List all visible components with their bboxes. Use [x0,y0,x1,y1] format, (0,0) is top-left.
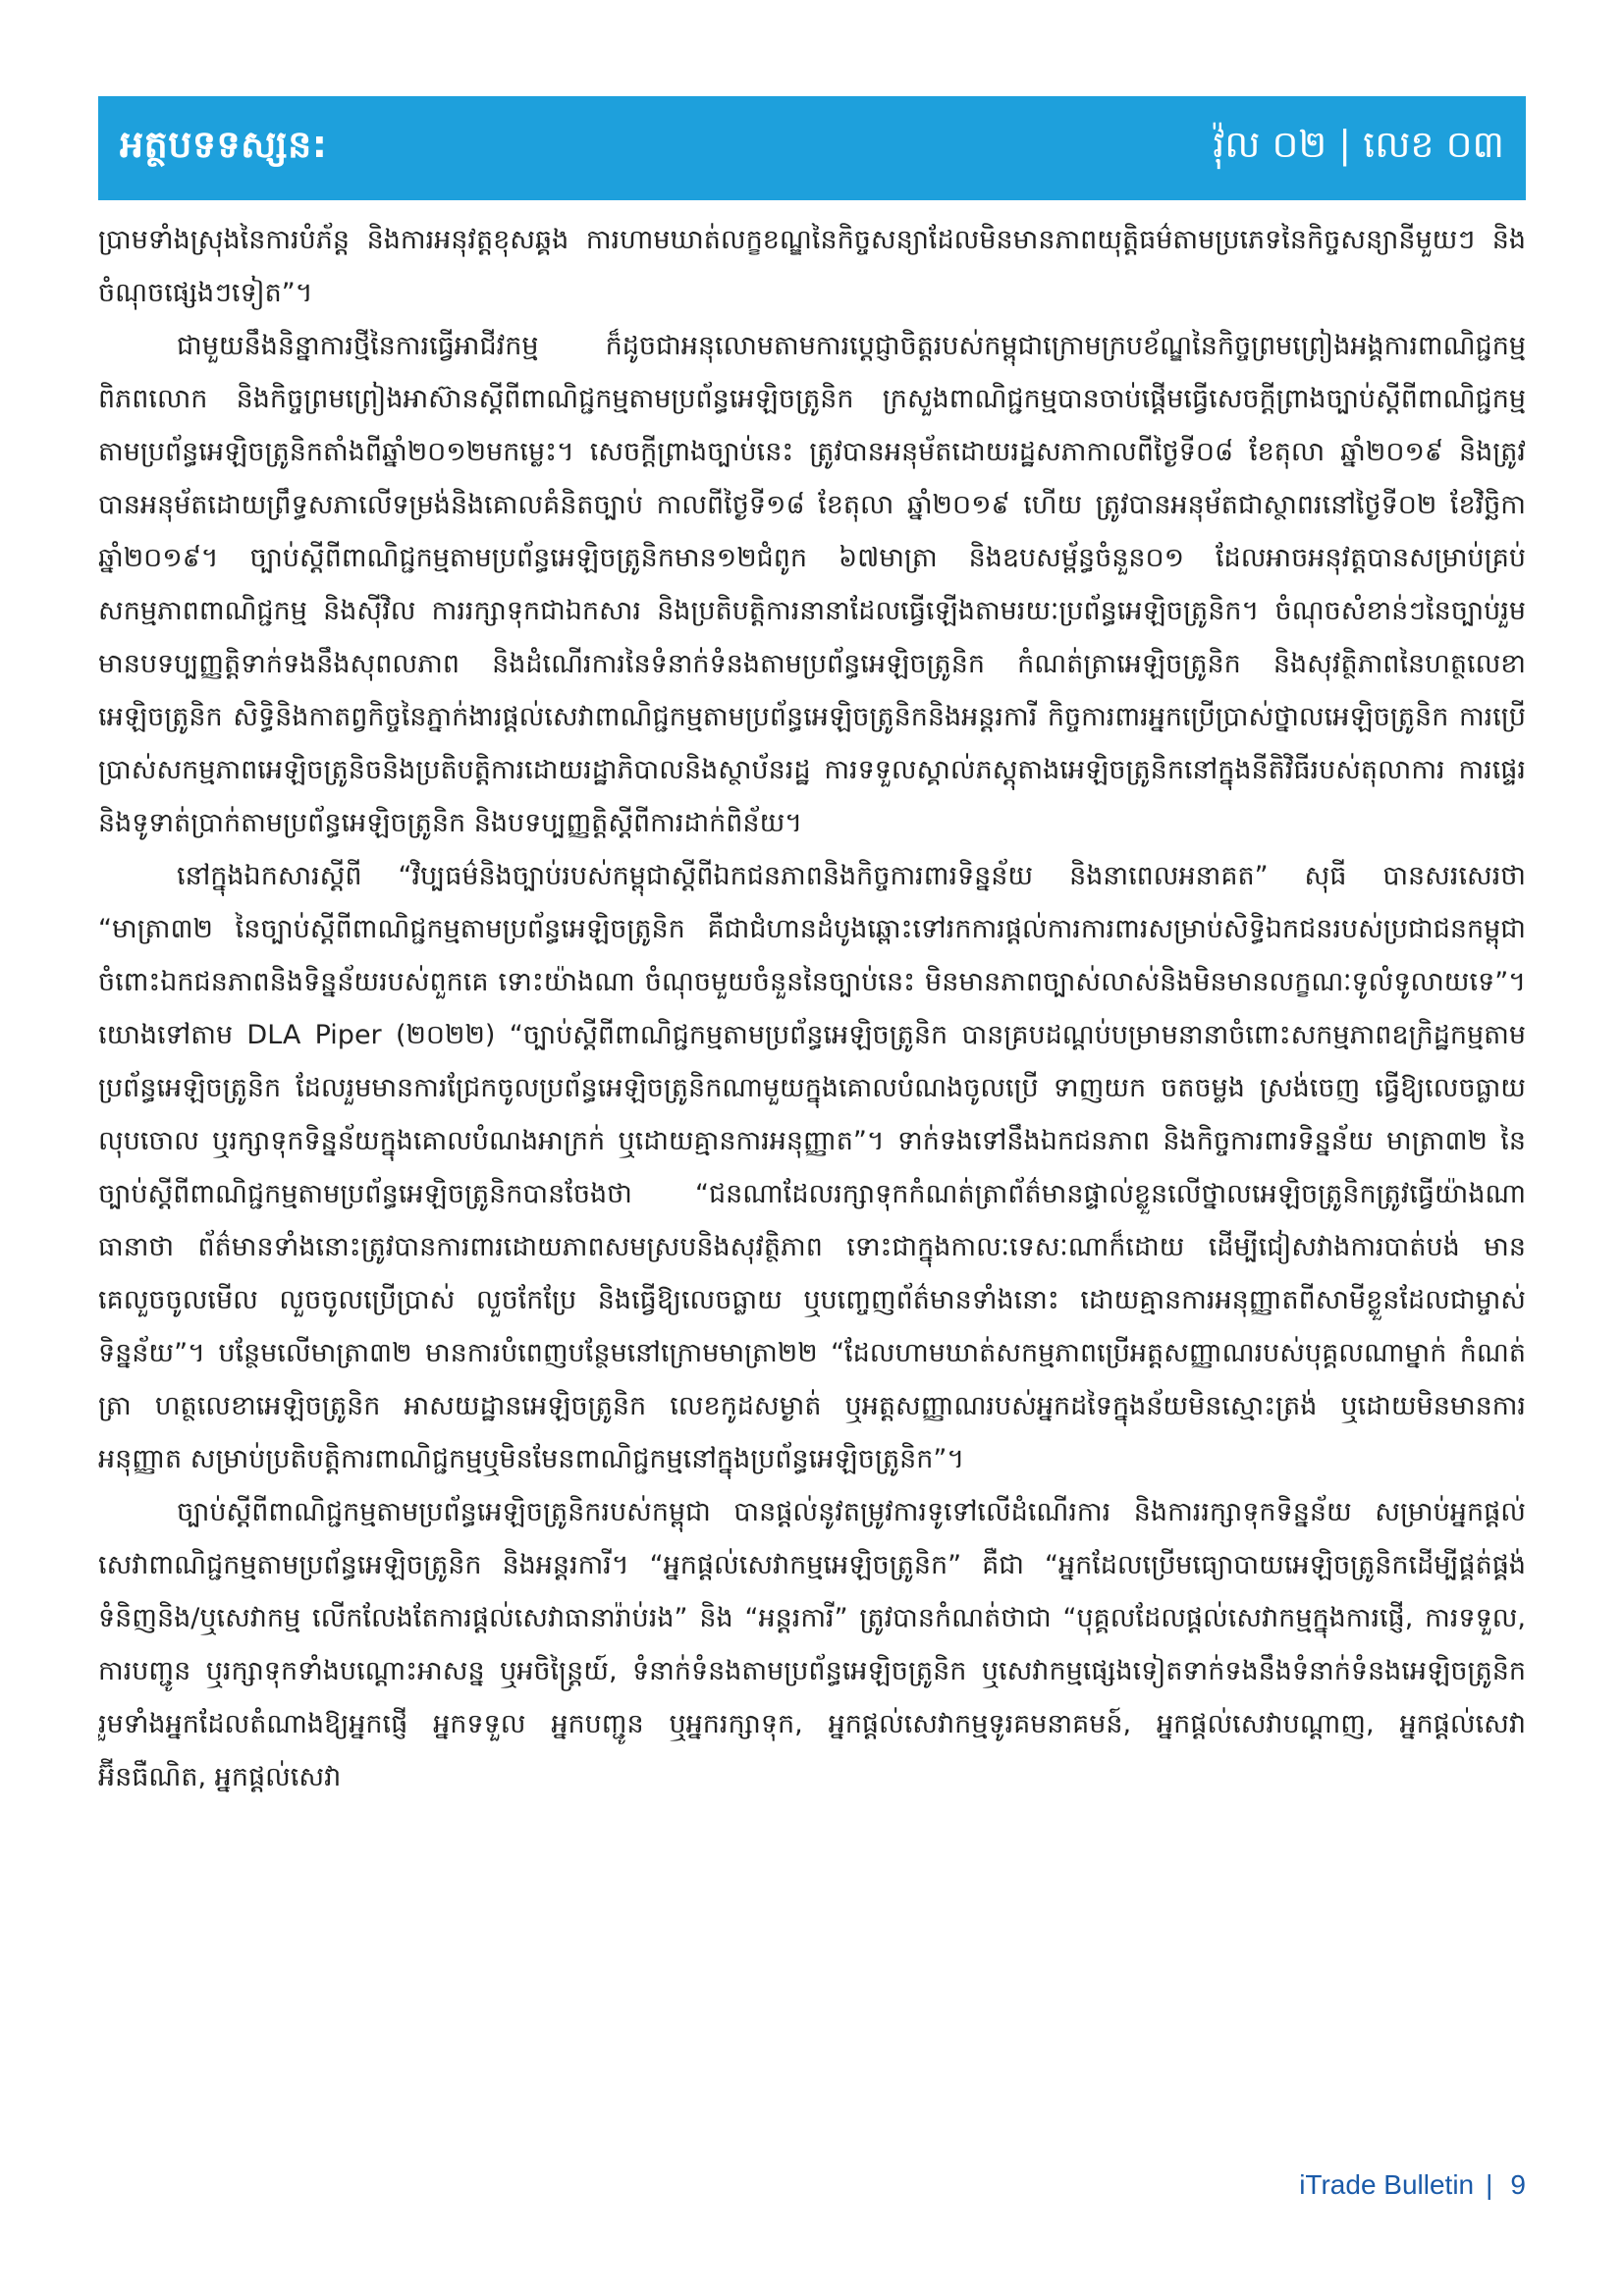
page-footer [1299,2165,1526,2205]
paragraph: ជាមួយនឹងនិន្នាការថ្មីនៃការធ្វើអាជីវកម្ម ក៏ដូចជាអនុលោមតាមការប្តេជ្ញាចិត្តរបស់កម្ពុជាក្រោមក្របខ័ណ្ឌនៃកិច្ចព្រមព្រៀងអង្គការពាណិជ្ជកម្មពិភពលោក និងកិច្ចព្រមព្រៀងអាស៊ានស្តីពីពាណិជ្ជកម្មតាមប្រព័ន្ធអេឡិចត្រូនិក ក្រសួងពាណិជ្ជកម្មបានចាប់ផ្តើមធ្វើសេចក្តីព្រាងច្បាប់ស្តីពីពាណិជ្ជកម្មតាមប្រព័ន្ធអេឡិចត្រូនិកតាំងពីឆ្នាំ២០១២មកម្លេះ។ សេចក្តីព្រាងច្បាប់នេះ ត្រូវបានអនុម័តដោយរដ្ឋសភាកាលពីថ្ងៃទី០៨ ខែតុលា ឆ្នាំ២០១៩ និងត្រូវបានអនុម័តដោយព្រឹទ្ធសភាលើទម្រង់និងគោលគំនិតច្បាប់ កាលពីថ្ងៃទី១៨ ខែតុលា ឆ្នាំ២០១៩ ហើយ ត្រូវបានអនុម័តជាស្ថាពរនៅថ្ងៃទី០២ ខែវិច្ឆិកា ឆ្នាំ២០១៩។ ច្បាប់ស្តីពីពាណិជ្ជកម្មតាមប្រព័ន្ធអេឡិចត្រូនិកមាន១២ជំពូក ៦៧មាត្រា និងឧបសម្ព័ន្ធចំនួន០១ ដែលអាចអនុវត្តបានសម្រាប់គ្រប់សកម្មភាពពាណិជ្ជកម្ម និងស៊ីវិល ការរក្សាទុកជាឯកសារ និងប្រតិបត្តិការនានាដែលធ្វើឡើងតាមរយៈប្រព័ន្ធអេឡិចត្រូនិក។ ចំណុចសំខាន់ៗនៃច្បាប់រួមមានបទប្បញ្ញត្តិទាក់ទងនឹងសុពលភាព និងដំណើរការនៃទំនាក់ទំនងតាមប្រព័ន្ធអេឡិចត្រូនិក កំណត់ត្រាអេឡិចត្រូនិក និងសុវត្ថិភាពនៃហត្ថលេខាអេឡិចត្រូនិក សិទ្ធិនិងកាតព្វកិច្ចនៃភ្នាក់ងារផ្តល់សេវាពាណិជ្ជកម្មតាមប្រព័ន្ធអេឡិចត្រូនិកនិងអន្តរការី កិច្ចការពារអ្នកប្រើប្រាស់ថ្នាលអេឡិចត្រូនិក ការប្រើប្រាស់សកម្មភាពអេឡិចត្រូនិចនិងប្រតិបត្តិការដោយរដ្ឋាភិបាលនិងស្ថាប័នរដ្ឋ ការទទួលស្គាល់ភស្តុតាងអេឡិចត្រូនិកនៅក្នុងនីតិវិធីរបស់តុលាការ ការផ្ទេរនិងទូទាត់ប្រាក់តាមប្រព័ន្ធអេឡិចត្រូនិក និងបទប្បញ្ញត្តិស្តីពីការដាក់ពិន័យ។ [98,331,1526,838]
page-number: 9 [1510,2169,1526,2200]
footer-separator: | [1486,2169,1493,2200]
issue-label: វ៉ុល ០២ | លេខ ០៣ [1213,123,1504,166]
paragraph: នៅក្នុងឯកសារស្តីពី “វិប្បធម៌និងច្បាប់របស់កម្ពុជាស្តីពីឯកជនភាពនិងកិច្ចការពារទិន្នន័យ និងនាពេលអនាគត” សុធី បានសរសេរថា “មាត្រា៣២ នៃច្បាប់ស្តីពីពាណិជ្ជកម្មតាមប្រព័ន្ធអេឡិចត្រូនិក គឺជាជំហានដំបូងឆ្ពោះទៅរកការផ្តល់ការការពារសម្រាប់សិទ្ធិឯកជនរបស់ប្រជាជនកម្ពុជាចំពោះឯកជនភាពនិងទិន្នន័យរបស់ពួកគេ ទោះយ៉ាងណា ចំណុចមួយចំនួននៃច្បាប់នេះ មិនមានភាពច្បាស់លាស់និងមិនមានលក្ខណៈទូលំទូលាយទេ”។ យោងទៅតាម DLA Piper (២០២២) “ច្បាប់ស្តីពីពាណិជ្ជកម្មតាមប្រព័ន្ធអេឡិចត្រូនិក បានគ្របដណ្តប់បម្រាមនានាចំពោះសកម្មភាពឧក្រិដ្ឋកម្មតាមប្រព័ន្ធអេឡិចត្រូនិក ដែលរួមមានការជ្រែកចូលប្រព័ន្ធអេឡិចត្រូនិកណាមួយក្នុងគោលបំណងចូលប្រើ ទាញយក ចតចម្លង ស្រង់ចេញ ធ្វើឱ្យលេចធ្លាយ លុបចោល ឬរក្សាទុកទិន្នន័យក្នុងគោលបំណងអាក្រក់ ឬដោយគ្មានការអនុញ្ញាត”។ ទាក់ទងទៅនឹងឯកជនភាព និងកិច្ចការពារទិន្នន័យ មាត្រា៣២ នៃច្បាប់ស្តីពីពាណិជ្ជកម្មតាមប្រព័ន្ធអេឡិចត្រូនិកបានចែងថា “ជនណាដែលរក្សាទុកកំណត់ត្រាព័ត៌មានផ្ទាល់ខ្លួនលើថ្នាលអេឡិចត្រូនិកត្រូវធ្វើយ៉ាងណាធានាថា ព័ត៌មានទាំងនោះត្រូវបានការពារដោយភាពសមស្របនិងសុវត្ថិភាព ទោះជាក្នុងកាលៈទេសៈណាក៏ដោយ ដើម្បីជៀសវាងការបាត់បង់ មានគេលួចចូលមើល លួចចូលប្រើប្រាស់ លួចកែប្រែ និងធ្វើឱ្យលេចធ្លាយ ឬបញ្ចេញព័ត៌មានទាំងនោះ ដោយគ្មានការអនុញ្ញាតពីសាមីខ្លួនដែលជាម្ចាស់ទិន្នន័យ”។ បន្ថែមលើមាត្រា៣២ មានការបំពេញបន្ថែមនៅក្រោមមាត្រា២២ “ដែលហាមឃាត់សកម្មភាពប្រើអត្តសញ្ញាណរបស់បុគ្គលណាម្នាក់ កំណត់ត្រា ហត្ថលេខាអេឡិចត្រូនិក អាសយដ្ឋានអេឡិចត្រូនិក លេខកូដសម្ងាត់ ឬអត្តសញ្ញាណរបស់អ្នកដទៃក្នុងន័យមិនស្មោះត្រង់ ឬដោយមិនមានការអនុញ្ញាត សម្រាប់ប្រតិបត្តិការពាណិជ្ជកម្មឬមិនមែនពាណិជ្ជកម្មនៅក្នុងប្រព័ន្ធអេឡិចត្រូនិក”។ [98,861,1526,1474]
section-title: អត្ថបទទស្សន: [120,123,328,166]
section-header-bar [98,96,1526,200]
paragraph-continuation: ប្រាមទាំងស្រុងនៃការបំភ័ន្ត និងការអនុវត្តខុសឆ្គង ការហាមឃាត់លក្ខខណ្ឌនៃកិច្ចសន្យាដែលមិនមានភាពយុត្តិធម៌តាមប្រភេទនៃកិច្ចសន្យានីមួយៗ និងចំណុចផ្សេងៗទៀត”។ [98,225,1526,308]
article-body [98,214,1526,2118]
bulletin-name: iTrade Bulletin [1299,2169,1475,2200]
paragraph: ច្បាប់ស្តីពីពាណិជ្ជកម្មតាមប្រព័ន្ធអេឡិចត្រូនិករបស់កម្ពុជា បានផ្តល់នូវតម្រូវការទូទៅលើដំណើរការ និងការរក្សាទុកទិន្នន័យ សម្រាប់អ្នកផ្តល់សេវាពាណិជ្ជកម្មតាមប្រព័ន្ធអេឡិចត្រូនិក និងអន្តរការី។ “អ្នកផ្តល់សេវាកម្មអេឡិចត្រូនិក” គឺជា “អ្នកដែលប្រើមធ្យោបាយអេឡិចត្រូនិកដើម្បីផ្គត់ផ្គង់ទំនិញនិង/ឬសេវាកម្ម លើកលែងតែការផ្តល់សេវាធានារ៉ាប់រង” និង “អន្តរការី” ត្រូវបានកំណត់ថាជា “បុគ្គលដែលផ្តល់សេវាកម្មក្នុងការផ្ញើ, ការទទួល, ការបញ្ជូន ឬរក្សាទុកទាំងបណ្តោះអាសន្ន ឬអចិន្ត្រៃយ៍, ទំនាក់ទំនងតាមប្រព័ន្ធអេឡិចត្រូនិក ឬសេវាកម្មផ្សេងទៀតទាក់ទងនឹងទំនាក់ទំនងអេឡិចត្រូនិក រួមទាំងអ្នកដែលតំណាងឱ្យអ្នកផ្ញើ អ្នកទទួល អ្នកបញ្ជូន ឬអ្នករក្សាទុក, អ្នកផ្តល់សេវាកម្មទូរគមនាគមន៍, អ្នកផ្តល់សេវាបណ្តាញ, អ្នកផ្តល់សេវាអ៊ីនធឺណិត, អ្នកផ្តល់សេវា [98,1497,1526,1792]
